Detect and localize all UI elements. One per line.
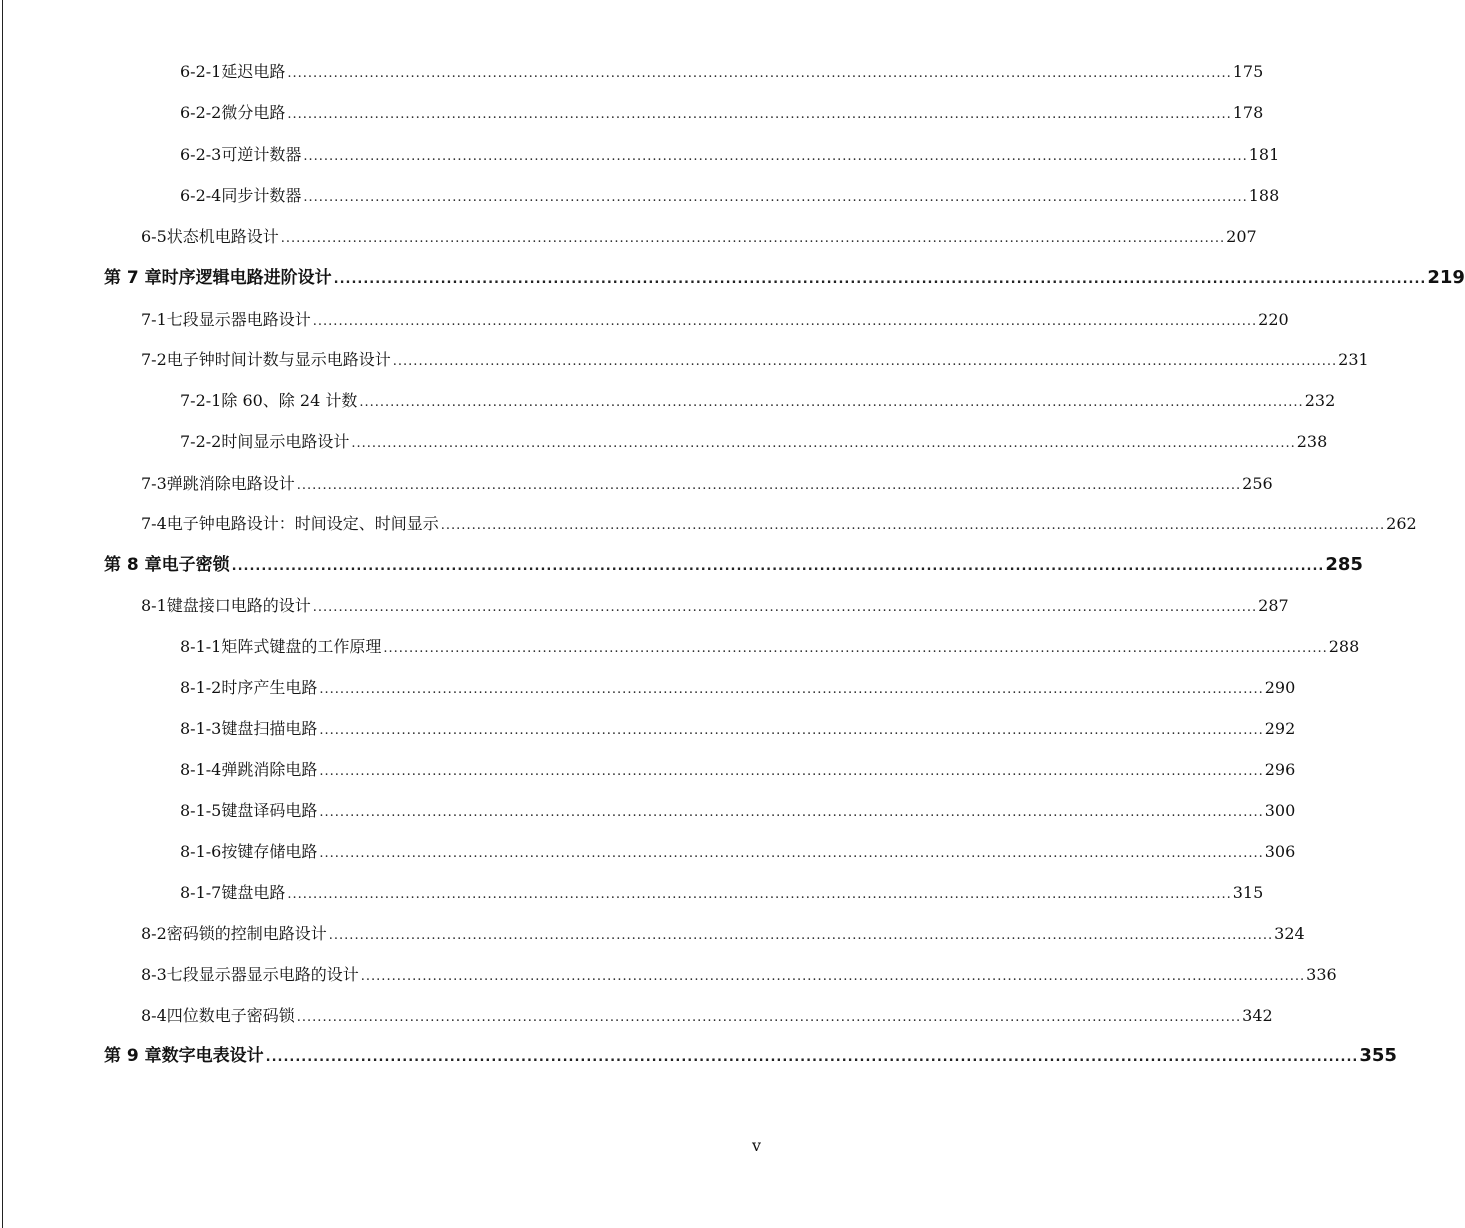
toc-leader-dots: ........................................................................................................................................................................................	[383, 641, 1328, 656]
toc-entry-page: 231	[1338, 350, 1369, 369]
toc-entry-number: 6-2-3	[180, 145, 222, 164]
toc-entry-page: 175	[1232, 62, 1264, 81]
toc-entry-number: 8-1-5	[180, 801, 222, 820]
toc-entry-number: 6-5	[141, 227, 167, 246]
toc-chapter-title: 电子密锁	[161, 555, 230, 575]
toc-chapter-number: 第 7 章	[104, 268, 162, 288]
toc-chapter-number: 第 8 章	[104, 555, 162, 575]
toc-entry-page: 336	[1306, 965, 1337, 984]
toc-entry-number: 8-1-4	[180, 760, 222, 779]
toc-entry-number: 8-2	[141, 924, 167, 943]
toc-entry-title: 键盘扫描电路	[221, 719, 318, 738]
toc-entry-page: 178	[1232, 103, 1264, 122]
toc-leader-dots: ........................................................................................................................................................................................	[319, 764, 1264, 779]
toc-entry[interactable]	[141, 347, 1369, 373]
toc-leader-dots: ........................................................................................................................................................................................	[265, 1050, 1359, 1065]
toc-entry-title: 按键存储电路	[221, 842, 318, 861]
toc-entry-page: 324	[1274, 924, 1305, 943]
toc-entry[interactable]	[141, 471, 1273, 497]
toc-leader-dots: ........................................................................................................................................................................................	[287, 887, 1232, 902]
toc-entry-page: 296	[1264, 760, 1296, 779]
toc-entry[interactable]	[180, 880, 1264, 906]
toc-entry[interactable]	[180, 100, 1264, 126]
toc-entry-page: 238	[1296, 432, 1328, 451]
toc-entry-page: 290	[1264, 678, 1296, 697]
toc-entry-number: 7-3	[141, 474, 167, 493]
toc-chapter-page: 355	[1359, 1045, 1397, 1066]
toc-leader-dots: ........................................................................................................................................................................................	[296, 478, 1242, 493]
toc-entry-title: 除 60、除 24 计数	[221, 391, 358, 410]
toc-entry-title: 密码锁的控制电路设计	[166, 924, 327, 943]
toc-entry[interactable]	[180, 388, 1336, 414]
toc-entry-title: 弹跳消除电路	[221, 760, 318, 779]
toc-entry[interactable]	[180, 59, 1264, 85]
toc-entry-number: 7-2-1	[180, 391, 222, 410]
toc-leader-dots: ........................................................................................................................................................................................	[359, 395, 1304, 410]
toc-entry[interactable]	[141, 511, 1417, 537]
toc-entry-number: 6-2-2	[180, 103, 222, 122]
toc-entry-page: 306	[1264, 842, 1296, 861]
toc-entry-title: 键盘译码电路	[221, 801, 318, 820]
toc-leader-dots: ........................................................................................................................................................................................	[303, 190, 1248, 205]
toc-entry-title: 时序产生电路	[221, 678, 318, 697]
toc-entry-title: 微分电路	[221, 103, 286, 122]
toc-entry-title: 电子钟时间计数与显示电路设计	[166, 350, 391, 369]
toc-entry-page: 300	[1264, 801, 1296, 820]
toc-leader-dots: ........................................................................................................................................................................................	[319, 846, 1264, 861]
toc-entry-number: 7-1	[141, 310, 167, 329]
toc-chapter[interactable]	[104, 1043, 1397, 1069]
toc-entry[interactable]	[180, 142, 1280, 168]
page-left-border	[2, 0, 3, 1228]
toc-leader-dots: ........................................................................................................................................................................................	[319, 682, 1264, 697]
toc-entry[interactable]	[141, 593, 1289, 619]
toc-entry[interactable]	[141, 921, 1305, 947]
toc-entry[interactable]	[141, 307, 1289, 333]
toc-entry-number: 7-2-2	[180, 432, 222, 451]
toc-leader-dots: ........................................................................................................................................................................................	[333, 272, 1427, 287]
toc-entry-title: 可逆计数器	[221, 145, 302, 164]
toc-entry-page: 181	[1248, 145, 1280, 164]
toc-entry-page: 220	[1258, 310, 1289, 329]
toc-entry[interactable]	[180, 757, 1296, 783]
toc-entry[interactable]	[180, 183, 1280, 209]
toc-entry-page: 287	[1258, 596, 1289, 615]
toc-entry-title: 键盘接口电路的设计	[166, 596, 311, 615]
toc-leader-dots: ........................................................................................................................................................................................	[287, 66, 1232, 81]
toc-entry-title: 延迟电路	[221, 62, 286, 81]
toc-entry-number: 8-4	[141, 1006, 167, 1025]
toc-entry-title: 七段显示器电路设计	[166, 310, 311, 329]
toc-entry[interactable]	[180, 429, 1328, 455]
toc-leader-dots: ........................................................................................................................................................................................	[319, 805, 1264, 820]
toc-chapter-title: 数字电表设计	[161, 1046, 264, 1066]
toc-entry-title: 同步计数器	[221, 186, 302, 205]
toc-entry[interactable]	[180, 716, 1296, 742]
toc-entry-title: 电子钟电路设计：时间设定、时间显示	[166, 514, 439, 533]
toc-entry[interactable]	[180, 634, 1360, 660]
toc-entry-title: 四位数电子密码锁	[166, 1006, 295, 1025]
toc-entry-title: 时间显示电路设计	[221, 432, 350, 451]
toc-entry-title: 键盘电路	[221, 883, 286, 902]
toc-leader-dots: ........................................................................................................................................................................................	[312, 600, 1258, 615]
toc-entry-number: 8-1	[141, 596, 167, 615]
toc-entry[interactable]	[141, 1003, 1273, 1029]
toc-leader-dots: ........................................................................................................................................................................................	[440, 518, 1386, 533]
toc-entry[interactable]	[180, 675, 1296, 701]
toc-chapter[interactable]	[104, 552, 1363, 578]
toc-leader-dots: ........................................................................................................................................................................................	[392, 354, 1338, 369]
toc-leader-dots: ........................................................................................................................................................................................	[351, 436, 1296, 451]
toc-entry-page: 188	[1248, 186, 1280, 205]
toc-entry-page: 256	[1242, 474, 1273, 493]
toc-entry-number: 7-4	[141, 514, 167, 533]
toc-entry-page: 292	[1264, 719, 1296, 738]
toc-entry-page: 315	[1232, 883, 1264, 902]
toc-entry-number: 8-1-3	[180, 719, 222, 738]
toc-entry-page: 232	[1304, 391, 1336, 410]
toc-entry-number: 8-3	[141, 965, 167, 984]
toc-leader-dots: ........................................................................................................................................................................................	[280, 231, 1226, 246]
toc-chapter[interactable]	[104, 265, 1465, 291]
page-number: v	[752, 1136, 762, 1155]
toc-leader-dots: ........................................................................................................................................................................................	[360, 969, 1306, 984]
toc-entry[interactable]	[141, 224, 1257, 250]
toc-entry-number: 8-1-7	[180, 883, 222, 902]
toc-entry-title: 状态机电路设计	[166, 227, 279, 246]
toc-entry-title: 矩阵式键盘的工作原理	[221, 637, 382, 656]
toc-chapter-page: 219	[1427, 267, 1465, 288]
toc-entry-page: 262	[1386, 514, 1417, 533]
toc-leader-dots: ........................................................................................................................................................................................	[287, 107, 1232, 122]
toc-entry-page: 288	[1328, 637, 1360, 656]
toc-entry-number: 8-1-6	[180, 842, 222, 861]
toc-leader-dots: ........................................................................................................................................................................................	[328, 928, 1274, 943]
toc-entry-number: 6-2-4	[180, 186, 222, 205]
toc-leader-dots: ........................................................................................................................................................................................	[303, 149, 1248, 164]
toc-entry-number: 6-2-1	[180, 62, 222, 81]
toc-leader-dots: ........................................................................................................................................................................................	[312, 314, 1258, 329]
toc-leader-dots: ........................................................................................................................................................................................	[319, 723, 1264, 738]
toc-entry[interactable]	[141, 962, 1337, 988]
toc-entry-page: 207	[1226, 227, 1257, 246]
toc-entry[interactable]	[180, 839, 1296, 865]
toc-entry-number: 8-1-2	[180, 678, 222, 697]
toc-chapter-title: 时序逻辑电路进阶设计	[161, 268, 332, 288]
toc-chapter-page: 285	[1325, 554, 1363, 575]
toc-entry-title: 弹跳消除电路设计	[166, 474, 295, 493]
toc-leader-dots: ........................................................................................................................................................................................	[296, 1010, 1242, 1025]
toc-entry-page: 342	[1242, 1006, 1273, 1025]
toc-chapter-number: 第 9 章	[104, 1046, 162, 1066]
toc-entry-number: 7-2	[141, 350, 167, 369]
toc-entry-title: 七段显示器显示电路的设计	[166, 965, 359, 984]
toc-entry-number: 8-1-1	[180, 637, 222, 656]
toc-leader-dots: ........................................................................................................................................................................................	[231, 559, 1325, 574]
toc-entry[interactable]	[180, 798, 1296, 824]
